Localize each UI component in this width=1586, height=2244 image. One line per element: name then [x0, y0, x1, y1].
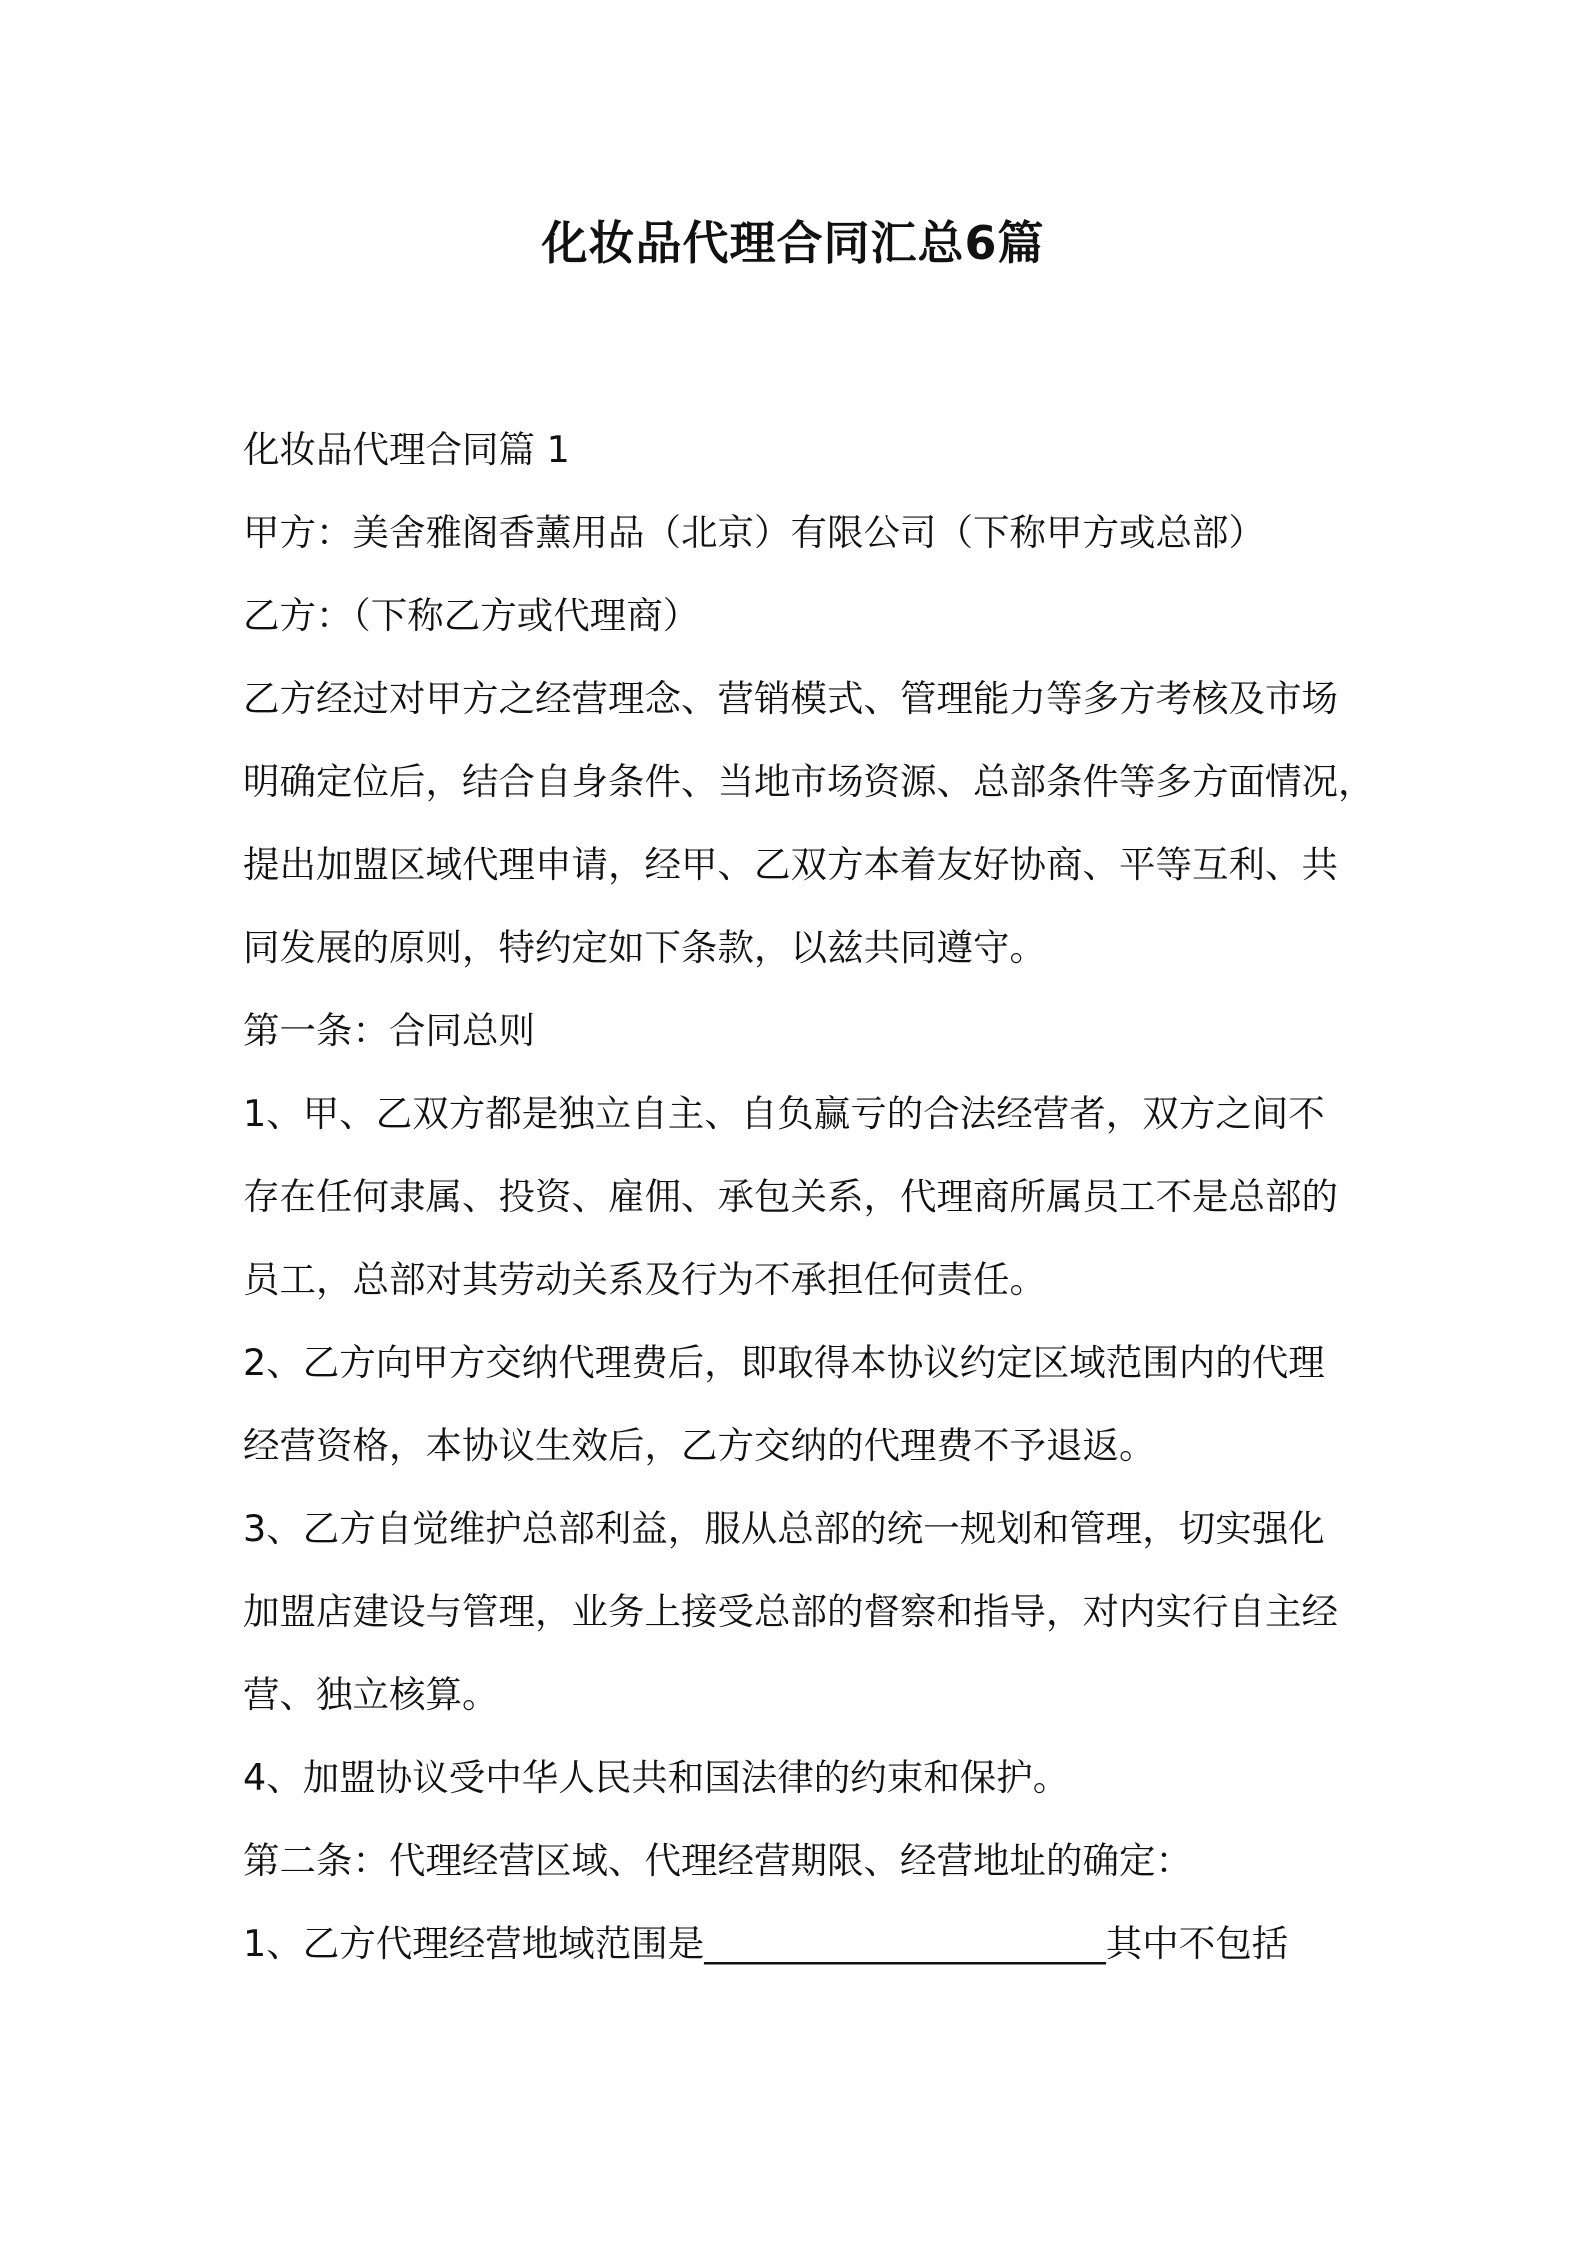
- section-heading: 化妆品代理合同篇 1: [243, 428, 570, 471]
- paragraph-line: 乙方经过对甲方之经营理念、营销模式、管理能力等多方考核及市场: [243, 677, 1338, 720]
- party-a-line: 甲方：美舍雅阁香薰用品（北京）有限公司（下称甲方或总部）: [243, 511, 1265, 554]
- party-b-line: 乙方：（下称乙方或代理商）: [243, 594, 700, 637]
- document-body: [243, 408, 1375, 1985]
- paragraph-line: 3、乙方自觉维护总部利益，服从总部的统一规划和管理，切实强化: [243, 1507, 1325, 1550]
- paragraph-line: 营、独立核算。: [243, 1673, 499, 1716]
- article-heading: 第一条：合同总则: [243, 1009, 535, 1052]
- article-heading: 第二条：代理经营区域、代理经营期限、经营地址的确定：: [243, 1839, 1192, 1882]
- paragraph-line: 2、乙方向甲方交纳代理费后，即取得本协议约定区域范围内的代理: [243, 1341, 1325, 1384]
- paragraph-line: 员工，总部对其劳动关系及行为不承担任何责任。: [243, 1258, 1046, 1301]
- paragraph-line: 存在任何隶属、投资、雇佣、承包关系，代理商所属员工不是总部的: [243, 1175, 1338, 1218]
- paragraph-line: 提出加盟区域代理申请，经甲、乙双方本着友好协商、平等互利、共: [243, 843, 1338, 886]
- paragraph-line: 4、加盟协议受中华人民共和国法律的约束和保护。: [243, 1756, 1070, 1799]
- document-title: 化妆品代理合同汇总6篇: [541, 216, 1045, 270]
- paragraph-line: 1、甲、乙双方都是独立自主、自负赢亏的合法经营者，双方之间不: [243, 1092, 1325, 1135]
- paragraph-line: 加盟店建设与管理，业务上接受总部的督察和指导，对内实行自主经: [243, 1590, 1338, 1633]
- paragraph-line: 同发展的原则，特约定如下条款，以兹共同遵守。: [243, 926, 1046, 969]
- paragraph-line: 经营资格，本协议生效后，乙方交纳的代理费不予退返。: [243, 1424, 1156, 1467]
- paragraph-line: 1、乙方代理经营地域范围是______________________其中不包括: [243, 1922, 1289, 1965]
- paragraph-line: 明确定位后，结合自身条件、当地市场资源、总部条件等多方面情况，: [243, 760, 1375, 803]
